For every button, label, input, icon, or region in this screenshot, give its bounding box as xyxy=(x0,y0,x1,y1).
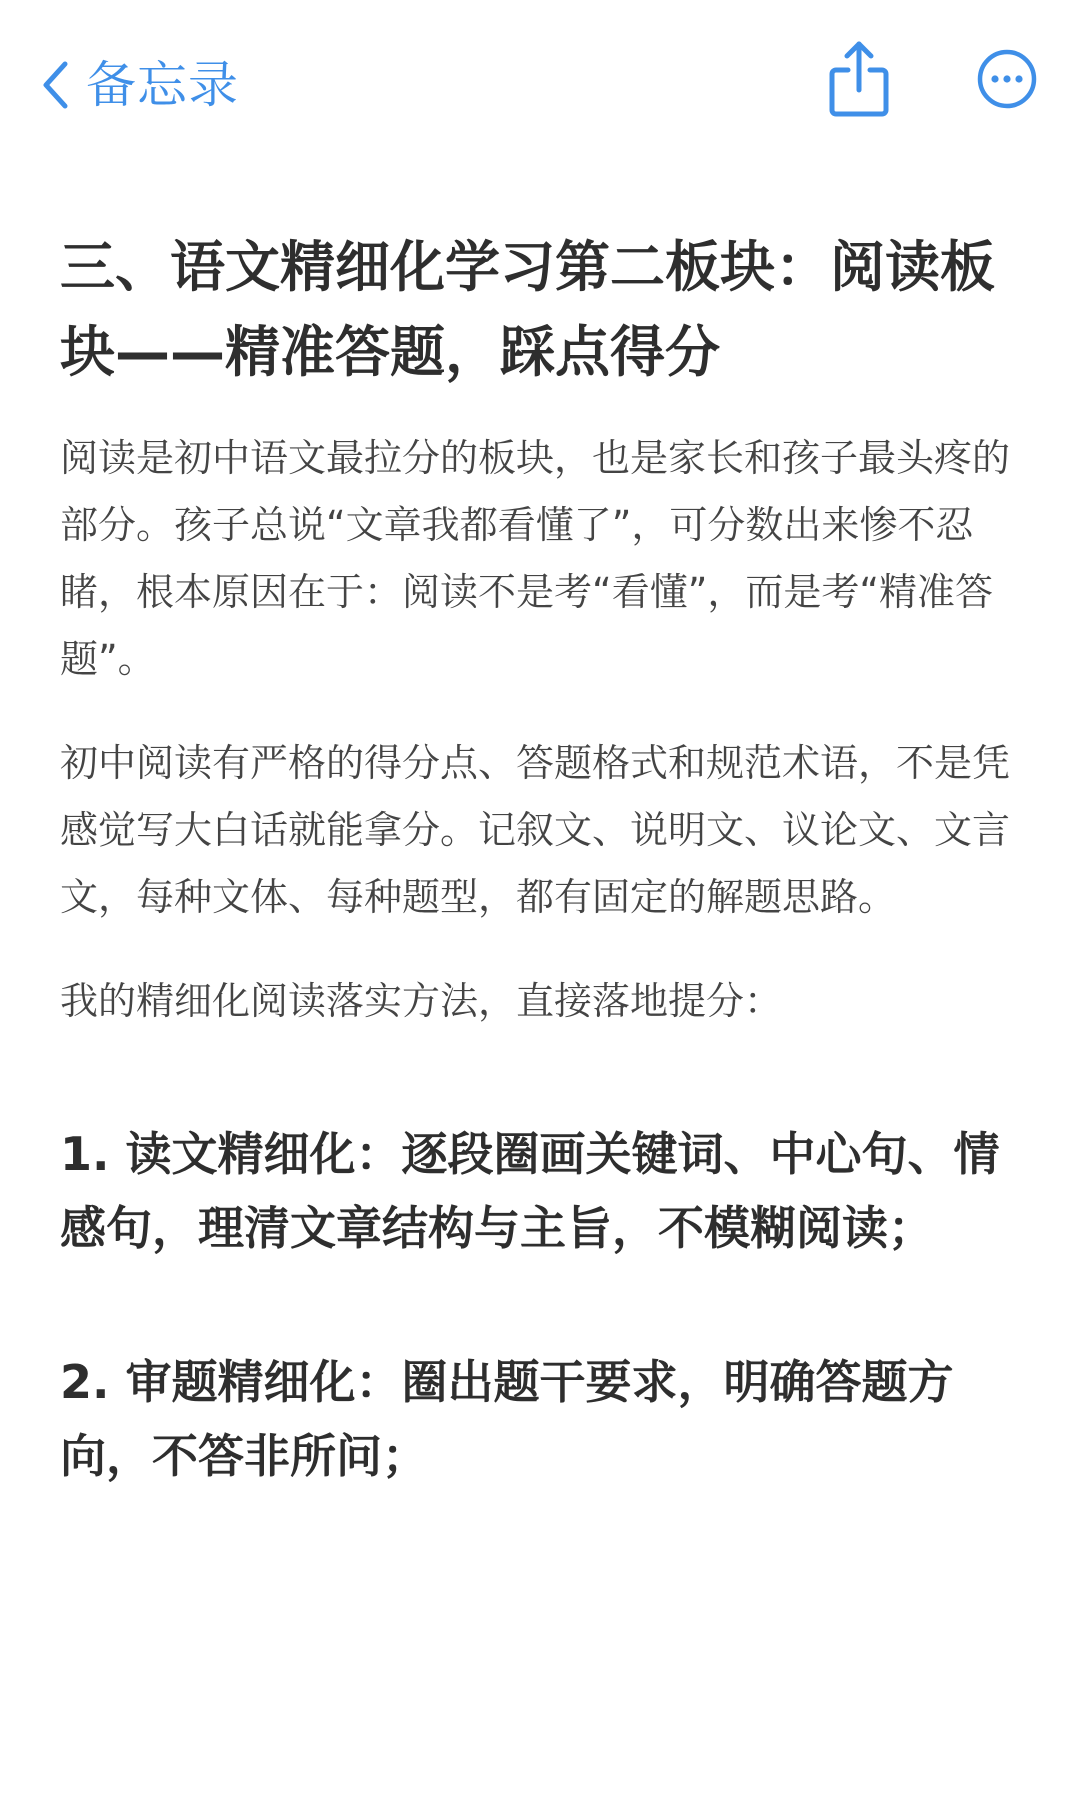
share-icon xyxy=(826,38,892,118)
paragraph-scoring: 初中阅读有严格的得分点、答题格式和规范术语，不是凭感觉写大白话就能拿分。记叙文、说明文、议论文、文言文，每种文体、每种题型，都有固定的解题思路。 xyxy=(60,741,1011,919)
share-button[interactable] xyxy=(826,38,892,118)
note-body[interactable] xyxy=(60,225,1025,1493)
list-item: 1. 读文精细化：逐段圈画关键词、中心句、情感句，理清文章结构与主旨，不模糊阅读； xyxy=(60,1127,1000,1255)
paragraph-method: 我的精细化阅读落实方法，直接落地提分： xyxy=(60,979,783,1023)
back-label: 备忘录 xyxy=(86,56,239,114)
back-button[interactable] xyxy=(42,50,239,120)
list-item: 2. 审题精细化：圈出题干要求，明确答题方向，不答非所问； xyxy=(60,1355,954,1483)
note-heading: 三、语文精细化学习第二板块：阅读板块——精准答题，踩点得分 xyxy=(60,235,996,384)
more-button[interactable] xyxy=(976,48,1038,110)
paragraph-intro: 阅读是初中语文最拉分的板块，也是家长和孩子最头疼的部分。孩子总说“文章我都看懂了”，可分数出来惨不忍睹，根本原因在于：阅读不是考“看懂”，而是考“精准答题”。 xyxy=(60,436,1011,681)
chevron-left-icon xyxy=(42,61,68,109)
navigation-bar xyxy=(0,0,1080,170)
ellipsis-circle-icon xyxy=(976,48,1038,110)
